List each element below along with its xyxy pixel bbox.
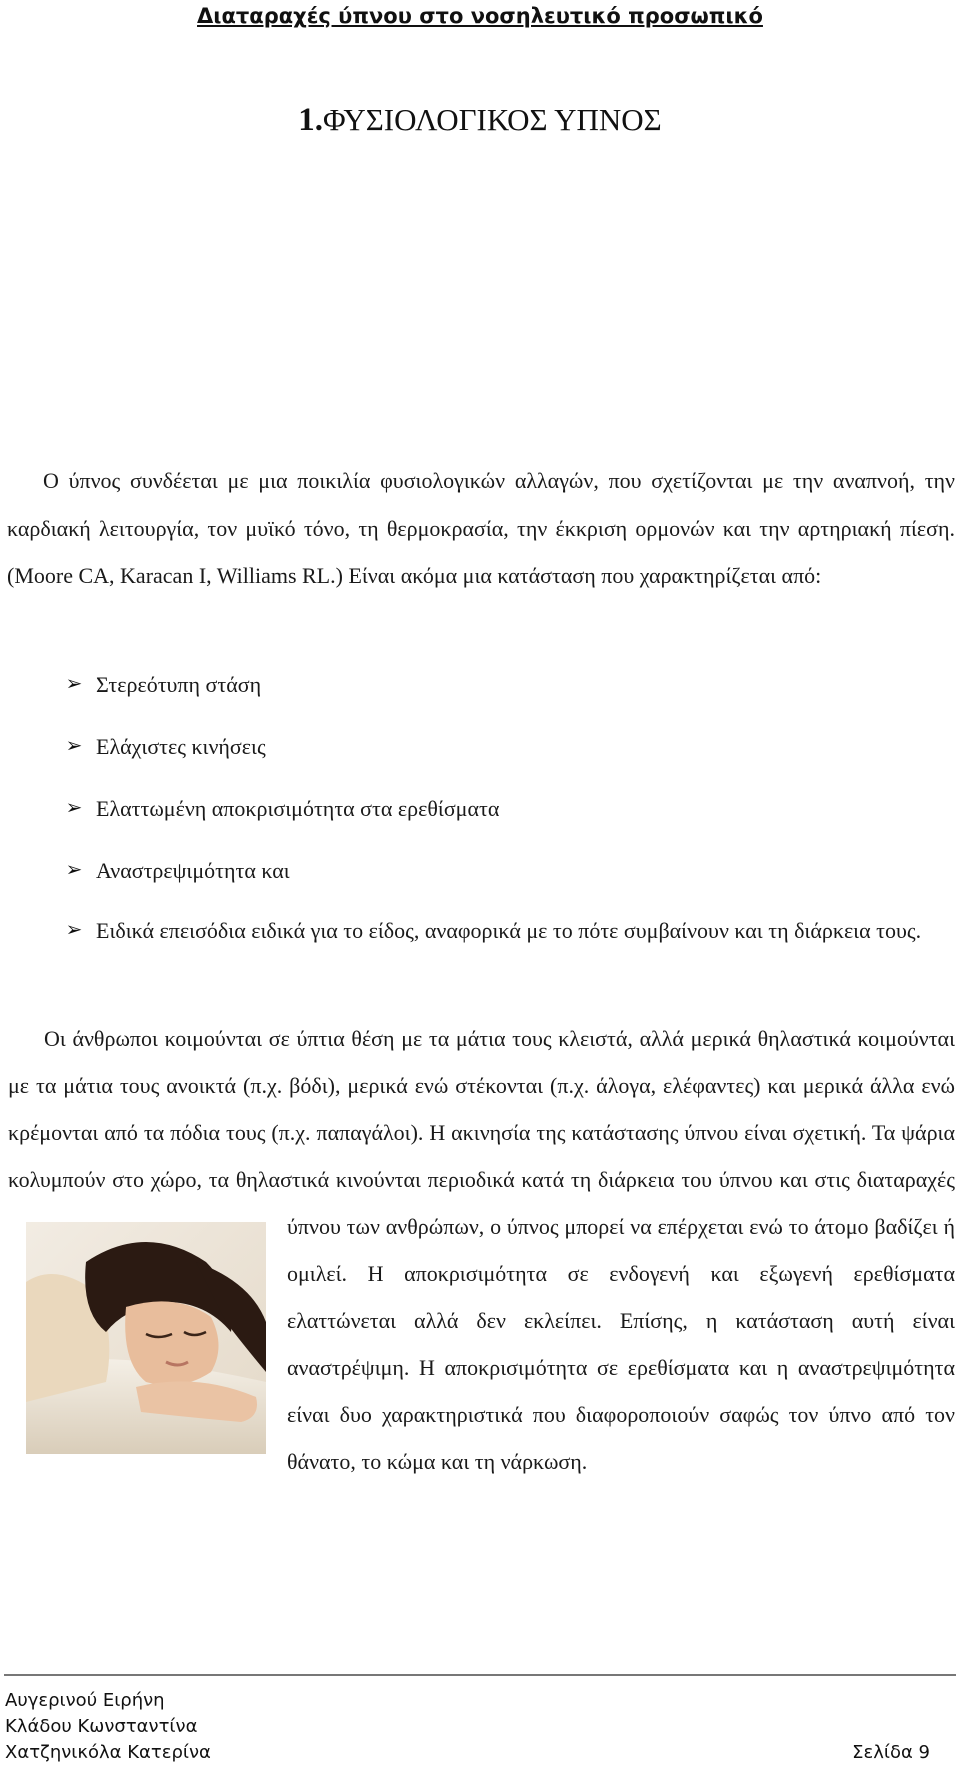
sleeping-woman-illustration	[26, 1222, 266, 1454]
section-number: 1.	[298, 102, 324, 138]
list-item	[65, 785, 956, 833]
intro-paragraph: Ο ύπνος συνδέεται με μια ποικιλία φυσιολογικών αλλαγών, που σχετίζονται με την αναπνοή, την καρδιακή λειτουργία, τον μυϊκό τόνο, τη θερμοκρασία, την έκκριση ορμονών και την αρτηριακή πίεση.(Moore CA, Karacan I, Williams RL.) Είναι ακόμα μια κατάσταση που χαρακτηρίζεται από:	[7, 468, 955, 588]
list-item-text: Στερεότυπη στάση	[96, 672, 262, 697]
section-heading	[0, 102, 960, 139]
footer-authors	[5, 1688, 953, 1766]
list-item-text: Ελάχιστες κινήσεις	[96, 734, 266, 759]
arrow-bullet-icon: ➢	[65, 797, 83, 819]
author-name: Χατζηνικόλα Κατερίνα	[5, 1742, 211, 1763]
list-item-text: Ελαττωμένη αποκρισιμότητα στα ερεθίσματα	[96, 796, 500, 821]
page-number: Σελίδα 9	[852, 1742, 930, 1763]
arrow-bullet-icon: ➢	[65, 919, 83, 941]
list-item	[65, 907, 956, 955]
arrow-bullet-icon: ➢	[65, 859, 83, 881]
arrow-bullet-icon: ➢	[65, 735, 83, 757]
arrow-bullet-icon: ➢	[65, 673, 83, 695]
footer-divider	[4, 1674, 956, 1676]
list-item	[65, 847, 956, 895]
section-title: ΦΥΣΙΟΛΟΓΙΚΟΣ ΥΠΝΟΣ	[323, 102, 662, 137]
document-header-title: Διαταραχές ύπνου στο νοσηλευτικό προσωπικό	[197, 4, 763, 28]
author-name: Αυγερινού Ειρήνη	[5, 1690, 165, 1711]
list-item-text: Αναστρεψιμότητα και	[96, 858, 290, 883]
list-item-text: Ειδικά επεισόδια ειδικά για το είδος, αναφορικά με το πότε συμβαίνουν και τη διάρκεια τους.	[96, 918, 922, 943]
author-name: Κλάδου Κωνσταντίνα	[5, 1716, 198, 1737]
list-item	[65, 723, 956, 771]
sleeping-woman-photo	[26, 1222, 266, 1454]
list-item	[65, 661, 956, 709]
sleep-paragraph-text: Οι άνθρωποι κοιμούνται σε ύπτια θέση με τα μάτια τους κλειστά, αλλά μερικά θηλαστικά κοιμούνται με τα μάτια τους ανοικτά (π.χ. βόδι), μερικά ενώ στέκονται (π.χ. άλογα, ελέφαντες) και μερικά άλλα ενώ κρέμονται από τα πόδια τους (π.χ. παπαγάλοι). Η ακινησία της κατάστασης ύπνου είναι σχετική. Τα ψάρια κολυμπούν στο χώρο, τα θηλαστικά κινούνται περιοδικά κατά τη διάρκεια του ύπνου και στις διαταραχές ύπνου των ανθρώπων, ο ύπνος μπορεί να επέρχεται ενώ το άτομο βαδίζει ή ομιλεί. Η αποκρισιμότητα σε ενδογενή και εξωγενή ερεθίσματα ελαττώνεται αλλά δεν εκλείπει. Επίσης, η κατάσταση αυτή είναι αναστρέψιμη. Η αποκρισιμότητα σε ερεθίσματα και η αναστρεψιμότητα είναι δυο χαρακτηριστικά που διαφοροποιούν σαφώς τον ύπνο από τον θάνατο, το κώμα και τη νάρκωση.	[8, 1026, 955, 1474]
